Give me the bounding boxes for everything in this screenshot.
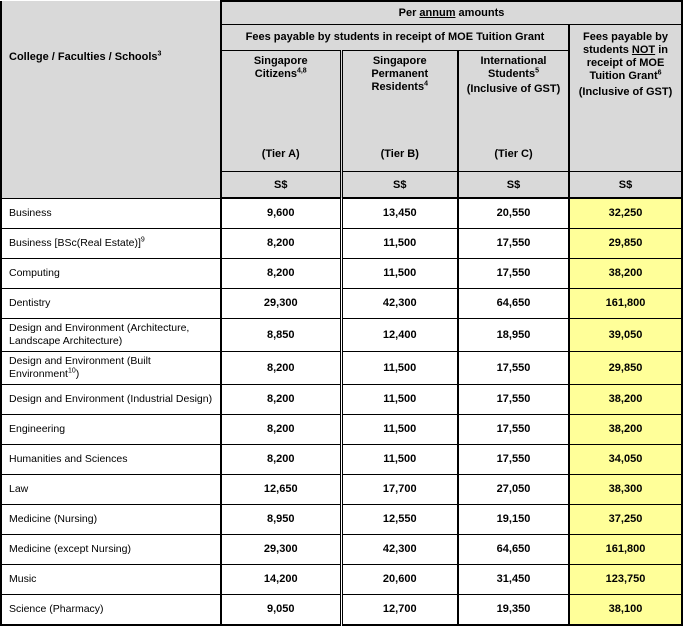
fee-value-tier-a: 9,050 bbox=[221, 594, 341, 625]
fee-value-no-grant: 38,200 bbox=[569, 258, 682, 288]
fee-value-no-grant: 161,800 bbox=[569, 288, 682, 318]
fee-value-tier-b: 11,500 bbox=[341, 414, 458, 444]
fee-value-no-grant: 161,800 bbox=[569, 534, 682, 564]
fee-value-no-grant: 38,200 bbox=[569, 414, 682, 444]
row-label: Science (Pharmacy) bbox=[1, 594, 221, 625]
table-row bbox=[1, 288, 682, 318]
table-row bbox=[1, 444, 682, 474]
fee-value-tier-b: 11,500 bbox=[341, 444, 458, 474]
fee-value-tier-a: 9,600 bbox=[221, 198, 341, 228]
table-row bbox=[1, 474, 682, 504]
moe-grant-header: Fees payable by students in receipt of MOE Tuition Grant bbox=[221, 25, 569, 51]
table-row bbox=[1, 258, 682, 288]
currency-header: S$ bbox=[221, 172, 341, 199]
fee-value-no-grant: 37,250 bbox=[569, 504, 682, 534]
row-label: Design and Environment (Industrial Design) bbox=[1, 384, 221, 414]
fee-value-tier-c: 64,650 bbox=[458, 288, 569, 318]
fee-value-no-grant: 38,100 bbox=[569, 594, 682, 625]
fee-table-header bbox=[1, 1, 682, 198]
fee-value-tier-b: 12,550 bbox=[341, 504, 458, 534]
table-row bbox=[1, 384, 682, 414]
row-label: Business [BSc(Real Estate)]$^9$ bbox=[1, 228, 221, 258]
row-label: Law bbox=[1, 474, 221, 504]
tier-c-column-header bbox=[458, 51, 569, 172]
fee-value-tier-b: 20,600 bbox=[341, 564, 458, 594]
fee-value-no-grant: 39,050 bbox=[569, 318, 682, 351]
fee-value-tier-a: 29,300 bbox=[221, 288, 341, 318]
fee-value-tier-b: 17,700 bbox=[341, 474, 458, 504]
table-row bbox=[1, 534, 682, 564]
row-label: Business bbox=[1, 198, 221, 228]
row-label: Medicine (except Nursing) bbox=[1, 534, 221, 564]
fee-value-tier-a: 8,200 bbox=[221, 351, 341, 384]
fee-value-tier-a: 8,200 bbox=[221, 384, 341, 414]
fee-value-tier-a: 8,200 bbox=[221, 414, 341, 444]
fee-value-tier-c: 31,450 bbox=[458, 564, 569, 594]
header-row-per-annum bbox=[1, 1, 682, 25]
table-row bbox=[1, 564, 682, 594]
fee-value-tier-c: 19,350 bbox=[458, 594, 569, 625]
fee-value-tier-c: 17,550 bbox=[458, 384, 569, 414]
fee-value-tier-c: 64,650 bbox=[458, 534, 569, 564]
fee-value-tier-a: 12,650 bbox=[221, 474, 341, 504]
fee-value-tier-c: 18,950 bbox=[458, 318, 569, 351]
fee-value-tier-b: 42,300 bbox=[341, 288, 458, 318]
fee-value-tier-c: 17,550 bbox=[458, 444, 569, 474]
fee-value-tier-a: 8,950 bbox=[221, 504, 341, 534]
not-grant-gst-note: (Inclusive of GST) bbox=[578, 86, 673, 98]
table-row bbox=[1, 228, 682, 258]
table-row bbox=[1, 318, 682, 351]
not-grant-title: Fees payable by students NOT in receipt of MOE Tuition Grant$^6$ bbox=[583, 31, 668, 82]
fee-value-tier-b: 12,400 bbox=[341, 318, 458, 351]
fee-value-tier-a: 8,850 bbox=[221, 318, 341, 351]
currency-header: S$ bbox=[569, 172, 682, 199]
fee-value-tier-b: 11,500 bbox=[341, 228, 458, 258]
fee-value-tier-c: 17,550 bbox=[458, 414, 569, 444]
row-label: Computing bbox=[1, 258, 221, 288]
fee-value-tier-b: 42,300 bbox=[341, 534, 458, 564]
not-grant-header bbox=[569, 25, 682, 172]
tier-b-title: Singapore Permanent Residents$^4$ bbox=[371, 55, 429, 93]
fee-value-tier-c: 17,550 bbox=[458, 258, 569, 288]
per-annum-header: Per annum amounts bbox=[221, 1, 682, 25]
schools-column-header: College / Faculties / Schools$^3$ bbox=[1, 1, 221, 198]
fee-value-tier-c: 20,550 bbox=[458, 198, 569, 228]
tier-c-subtitle: (Inclusive of GST) bbox=[466, 83, 561, 95]
tier-c-label: (Tier C) bbox=[494, 148, 533, 160]
table-row bbox=[1, 414, 682, 444]
fee-value-tier-c: 27,050 bbox=[458, 474, 569, 504]
row-label: Music bbox=[1, 564, 221, 594]
row-label: Design and Environment (Built Environment$^{10}$) bbox=[1, 351, 221, 384]
fee-value-tier-b: 12,700 bbox=[341, 594, 458, 625]
currency-header: S$ bbox=[458, 172, 569, 199]
fee-value-tier-c: 17,550 bbox=[458, 351, 569, 384]
fee-value-tier-a: 8,200 bbox=[221, 228, 341, 258]
fee-value-no-grant: 123,750 bbox=[569, 564, 682, 594]
fee-value-no-grant: 32,250 bbox=[569, 198, 682, 228]
table-row bbox=[1, 351, 682, 384]
tier-a-label: (Tier A) bbox=[261, 148, 300, 160]
tier-a-title: Singapore Citizens$^{4,8}$ bbox=[253, 55, 308, 80]
fee-value-tier-c: 19,150 bbox=[458, 504, 569, 534]
currency-header: S$ bbox=[341, 172, 458, 199]
row-label: Humanities and Sciences bbox=[1, 444, 221, 474]
fee-value-tier-a: 29,300 bbox=[221, 534, 341, 564]
table-row bbox=[1, 594, 682, 625]
row-label: Engineering bbox=[1, 414, 221, 444]
row-label: Medicine (Nursing) bbox=[1, 504, 221, 534]
fee-value-tier-c: 17,550 bbox=[458, 228, 569, 258]
fee-value-tier-b: 11,500 bbox=[341, 258, 458, 288]
row-label: Design and Environment (Architecture, Landscape Architecture) bbox=[1, 318, 221, 351]
fee-value-no-grant: 29,850 bbox=[569, 228, 682, 258]
fee-value-tier-a: 8,200 bbox=[221, 258, 341, 288]
fee-table-body bbox=[1, 198, 682, 625]
tier-a-column-header bbox=[221, 51, 341, 172]
fee-value-tier-b: 11,500 bbox=[341, 351, 458, 384]
table-row bbox=[1, 198, 682, 228]
tier-c-title: International Students$^5$ bbox=[480, 55, 547, 80]
fee-value-tier-a: 8,200 bbox=[221, 444, 341, 474]
fee-value-tier-b: 11,500 bbox=[341, 384, 458, 414]
fee-value-tier-a: 14,200 bbox=[221, 564, 341, 594]
fee-value-no-grant: 38,300 bbox=[569, 474, 682, 504]
fee-value-no-grant: 29,850 bbox=[569, 351, 682, 384]
fee-value-no-grant: 34,050 bbox=[569, 444, 682, 474]
tier-b-column-header bbox=[341, 51, 458, 172]
tier-b-label: (Tier B) bbox=[380, 148, 419, 160]
fee-value-tier-b: 13,450 bbox=[341, 198, 458, 228]
fee-value-no-grant: 38,200 bbox=[569, 384, 682, 414]
row-label: Dentistry bbox=[1, 288, 221, 318]
table-row bbox=[1, 504, 682, 534]
